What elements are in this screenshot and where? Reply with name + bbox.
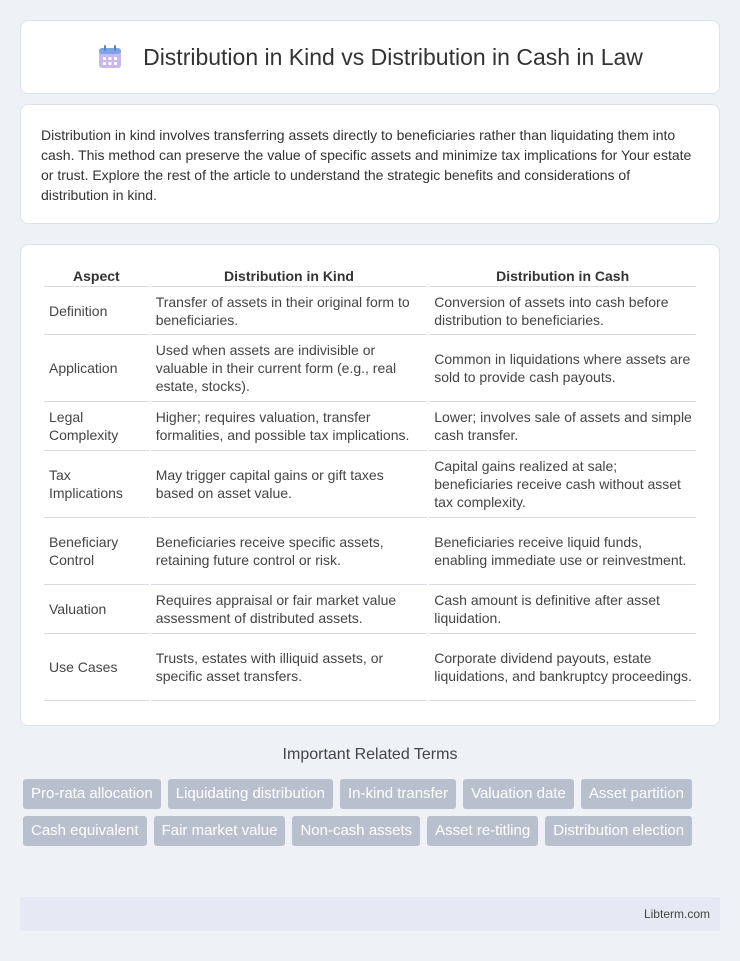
related-terms-list	[23, 779, 717, 853]
row-kind: Used when assets are indivisible or valuable in their current form (e.g., real estate, stocks).	[151, 335, 428, 402]
related-terms-title: Important Related Terms	[282, 746, 458, 763]
footer	[20, 897, 720, 931]
tag-non-cash-assets[interactable]: Non-cash assets	[292, 816, 420, 846]
row-kind: Transfer of assets in their original form to beneficiaries.	[151, 287, 428, 335]
row-aspect: Tax Implications	[44, 451, 149, 518]
tag-pro-rata-allocation[interactable]: Pro-rata allocation	[23, 779, 161, 809]
row-aspect: Definition	[44, 287, 149, 335]
header-aspect: Aspect	[44, 265, 149, 287]
row-cash: Cash amount is definitive after asset liquidation.	[429, 585, 696, 634]
table-row	[44, 634, 696, 701]
tag-asset-partition[interactable]: Asset partition	[581, 779, 692, 809]
intro-card	[20, 104, 720, 224]
table-row	[44, 335, 696, 402]
intro-text: Distribution in kind involves transferring assets directly to beneficiaries rather than liquidating them into cash. This method can preserve the value of specific assets and minimize tax implications for Your estate or trust. Explore the rest of the article to understand the strategic benefits and considerations of distribution in kind.	[41, 127, 692, 203]
row-aspect: Legal Complexity	[44, 402, 149, 451]
row-kind: May trigger capital gains or gift taxes based on asset value.	[151, 451, 428, 518]
calendar-icon	[97, 44, 123, 70]
footer-brand-link[interactable]: Libterm.com	[643, 907, 710, 921]
row-cash: Capital gains realized at sale; beneficiaries receive cash without asset tax complexity.	[429, 451, 696, 518]
row-kind: Higher; requires valuation, transfer formalities, and possible tax implications.	[151, 402, 428, 451]
tag-asset-re-titling[interactable]: Asset re-titling	[427, 816, 538, 846]
row-kind: Requires appraisal or fair market value assessment of distributed assets.	[151, 585, 428, 634]
row-cash: Conversion of assets into cash before distribution to beneficiaries.	[429, 287, 696, 335]
comparison-table	[42, 265, 698, 701]
tag-cash-equivalent[interactable]: Cash equivalent	[23, 816, 147, 846]
row-kind: Beneficiaries receive specific assets, retaining future control or risk.	[151, 518, 428, 585]
row-cash: Lower; involves sale of assets and simple cash transfer.	[429, 402, 696, 451]
tag-in-kind-transfer[interactable]: In-kind transfer	[340, 779, 456, 809]
header-distribution-in-cash: Distribution in Cash	[429, 265, 696, 287]
tag-fair-market-value[interactable]: Fair market value	[154, 816, 286, 846]
row-aspect: Beneficiary Control	[44, 518, 149, 585]
tag-distribution-election[interactable]: Distribution election	[545, 816, 692, 846]
tag-valuation-date[interactable]: Valuation date	[463, 779, 574, 809]
row-cash: Beneficiaries receive liquid funds, enabling immediate use or reinvestment.	[429, 518, 696, 585]
page-title: Distribution in Kind vs Distribution in Cash in Law	[143, 43, 643, 70]
table-row	[44, 585, 696, 634]
comparison-card	[20, 244, 720, 726]
header-card	[20, 20, 720, 94]
table-row	[44, 518, 696, 585]
row-cash: Common in liquidations where assets are sold to provide cash payouts.	[429, 335, 696, 402]
row-aspect: Application	[44, 335, 149, 402]
header-distribution-in-kind: Distribution in Kind	[151, 265, 428, 287]
row-kind: Trusts, estates with illiquid assets, or specific asset transfers.	[151, 634, 428, 701]
row-aspect: Use Cases	[44, 634, 149, 701]
table-row	[44, 402, 696, 451]
row-cash: Corporate dividend payouts, estate liquidations, and bankruptcy proceedings.	[429, 634, 696, 701]
table-row	[44, 287, 696, 335]
row-aspect: Valuation	[44, 585, 149, 634]
tag-liquidating-distribution[interactable]: Liquidating distribution	[168, 779, 333, 809]
table-header-row	[44, 265, 696, 287]
table-row	[44, 451, 696, 518]
